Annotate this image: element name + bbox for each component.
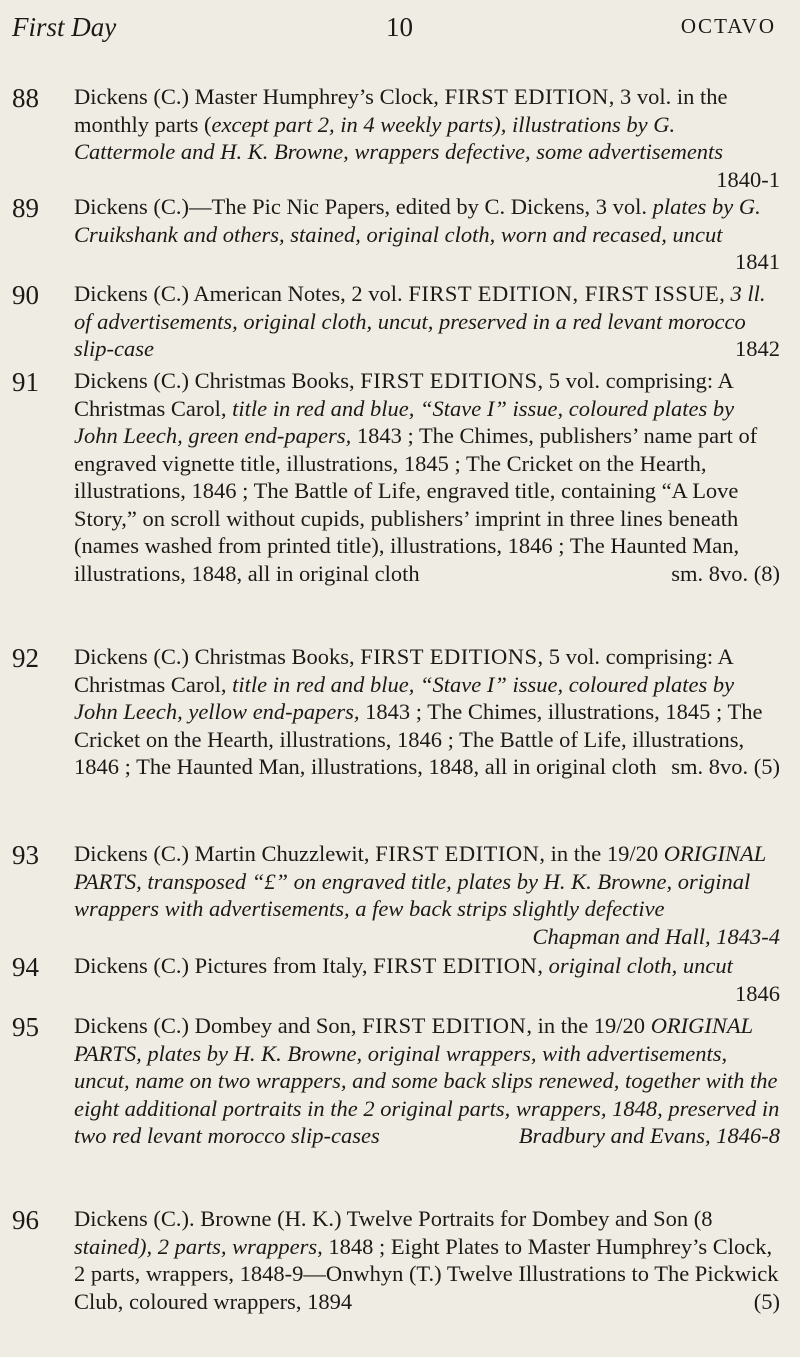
lot-text-3: 1843 ; The Chimes, illustrations, 1845 ; The Cricket on the Hearth, illustrations, 1846 ; The Battle of Life, illustrations, 1846 ; The Haunted Man, illustrations, 1848, all in original cloth [74,699,763,779]
lot-text: Dickens (C.)—The Pic Nic Papers, edited by C. Dickens, 3 vol. [74,194,653,219]
lot-description [74,643,780,781]
page-number: 10 [386,12,413,42]
lot-text-2: , in the 19/20 [526,1013,651,1038]
lot-date: 1841 [735,249,780,274]
lot-edition: FIRST EDITIONS [360,644,538,669]
lot-number: 94 [12,952,39,982]
lot-condition: original cloth, uncut [548,953,733,978]
lot-number: 96 [12,1205,39,1235]
lot-date: 1842 [735,336,780,361]
lot-condition: except part 2, in 4 weekly parts), illustrations by G. Cattermole and H. K. Browne, wrappers defective, some advertisements [74,111,724,164]
lot-text: Dickens (C.) American Notes, 2 vol. [74,281,409,306]
lot-text: Dickens (C.) Christmas Books, [74,368,361,393]
lot-text: Dickens (C.). Browne (H. K.) Twelve Portraits for Dombey and Son (8 [74,1206,713,1231]
header-day: First Day [12,12,117,42]
lot-description [74,83,780,193]
lot-edition: FIRST EDITION [375,841,540,866]
lot-condition: stained), 2 parts, wrappers, [74,1233,329,1259]
lot-publisher-date: Chapman and Hall, 1843-4 [532,923,780,949]
lot-edition: FIRST EDITION [373,953,538,978]
page-header [0,12,800,52]
lot-text: Dickens (C.) Christmas Books, [74,644,361,669]
header-format: OCTAVO [680,14,776,38]
lot-text-2: , 5 vol. comprising: A Christmas Carol, [74,644,733,697]
lot-condition: title in red and blue, “Stave I” issue, coloured plates by John Leech, yellow end-papers, [74,671,735,724]
lot-number: 92 [12,643,39,673]
lot-number: 93 [12,840,39,870]
lot-edition: FIRST EDITION, FIRST ISSUE [408,281,720,306]
lot-description [74,193,780,276]
lot-number: 89 [12,193,39,223]
lot-text-3: 1848 ; Eight Plates to Master Humphrey’s Clock, 2 parts, wrappers, 1848-9—Onwhyn (T.) Twelve Illustrations to The Pickwick Club, coloured wrappers, 1894 [74,1233,779,1314]
lot-date: 1846 [735,980,780,1006]
lot-condition: ORIGINAL PARTS, transposed “£” on engraved title, plates by H. K. Browne, original wrappers with advertisements, a few back strips slightly defective [74,841,766,921]
lot-text-2: , [719,281,731,306]
lot-condition: 3 ll. of advertisements, original cloth, uncut, preserved in a red levant morocco slip-case [74,281,766,361]
lot-text-3: 1843 ; The Chimes, publishers’ name part of engraved vignette title, illustrations, 1845 ; The Cricket on the Hearth, illustrations, 1846 ; The Battle of Life, engraved title, containing “A Love Story,” on scroll without cupids, publishers’ imprint in three lines beneath (names washed from printed title), illustrations, 1846 ; The Haunted Man, illustrations, 1848, all in original cloth [74,423,758,586]
lot-date: sm. 8vo. (5) [671,754,780,779]
lot-date: (5) [753,1288,780,1314]
lot-description [74,1012,780,1150]
lot-number: 90 [12,280,39,310]
lot-text-2: , 5 vol. comprising: A Christmas Carol, [74,368,733,421]
lot-text: Dickens (C.) Master Humphrey’s Clock, [74,84,445,109]
lot-text-2: , in the 19/20 [539,841,664,866]
lot-description [74,280,780,363]
lot-description [74,367,780,587]
lot-condition: ORIGINAL PARTS, plates by H. K. Browne, original wrappers, with advertisements, uncut, name on two wrappers, and some back slips renewed, together with the eight additional portraits in the 2 original parts, wrappers, 1848, preserved in two red levant morocco slip-cases [74,1013,780,1148]
lot-edition: FIRST EDITION [444,84,609,109]
lot-publisher-date: Bradbury and Evans, 1846-8 [518,1123,780,1148]
lot-number: 95 [12,1012,39,1042]
lot-text: Dickens (C.) Pictures from Italy, [74,953,374,978]
lot-text: Dickens (C.) Martin Chuzzlewit, [74,841,376,866]
lot-condition: title in red and blue, “Stave I” issue, coloured plates by John Leech, green end-papers, [74,395,735,448]
lot-edition: FIRST EDITION [362,1013,527,1038]
lot-text: Dickens (C.) Dombey and Son, [74,1013,363,1038]
lot-text-2: , 3 vol. in the monthly parts ( [74,84,728,137]
lot-date: sm. 8vo. (8) [671,560,780,586]
lot-description [74,1205,780,1315]
lot-edition: FIRST EDITIONS [360,368,538,393]
lot-number: 91 [12,367,39,397]
lot-description [74,952,780,1007]
lot-condition: plates by G. Cruikshank and others, stained, original cloth, worn and recased, uncut [74,194,761,247]
lot-text-2: , [537,953,549,978]
lot-number: 88 [12,83,39,113]
lot-description [74,840,780,950]
lot-date: 1840-1 [716,166,780,192]
